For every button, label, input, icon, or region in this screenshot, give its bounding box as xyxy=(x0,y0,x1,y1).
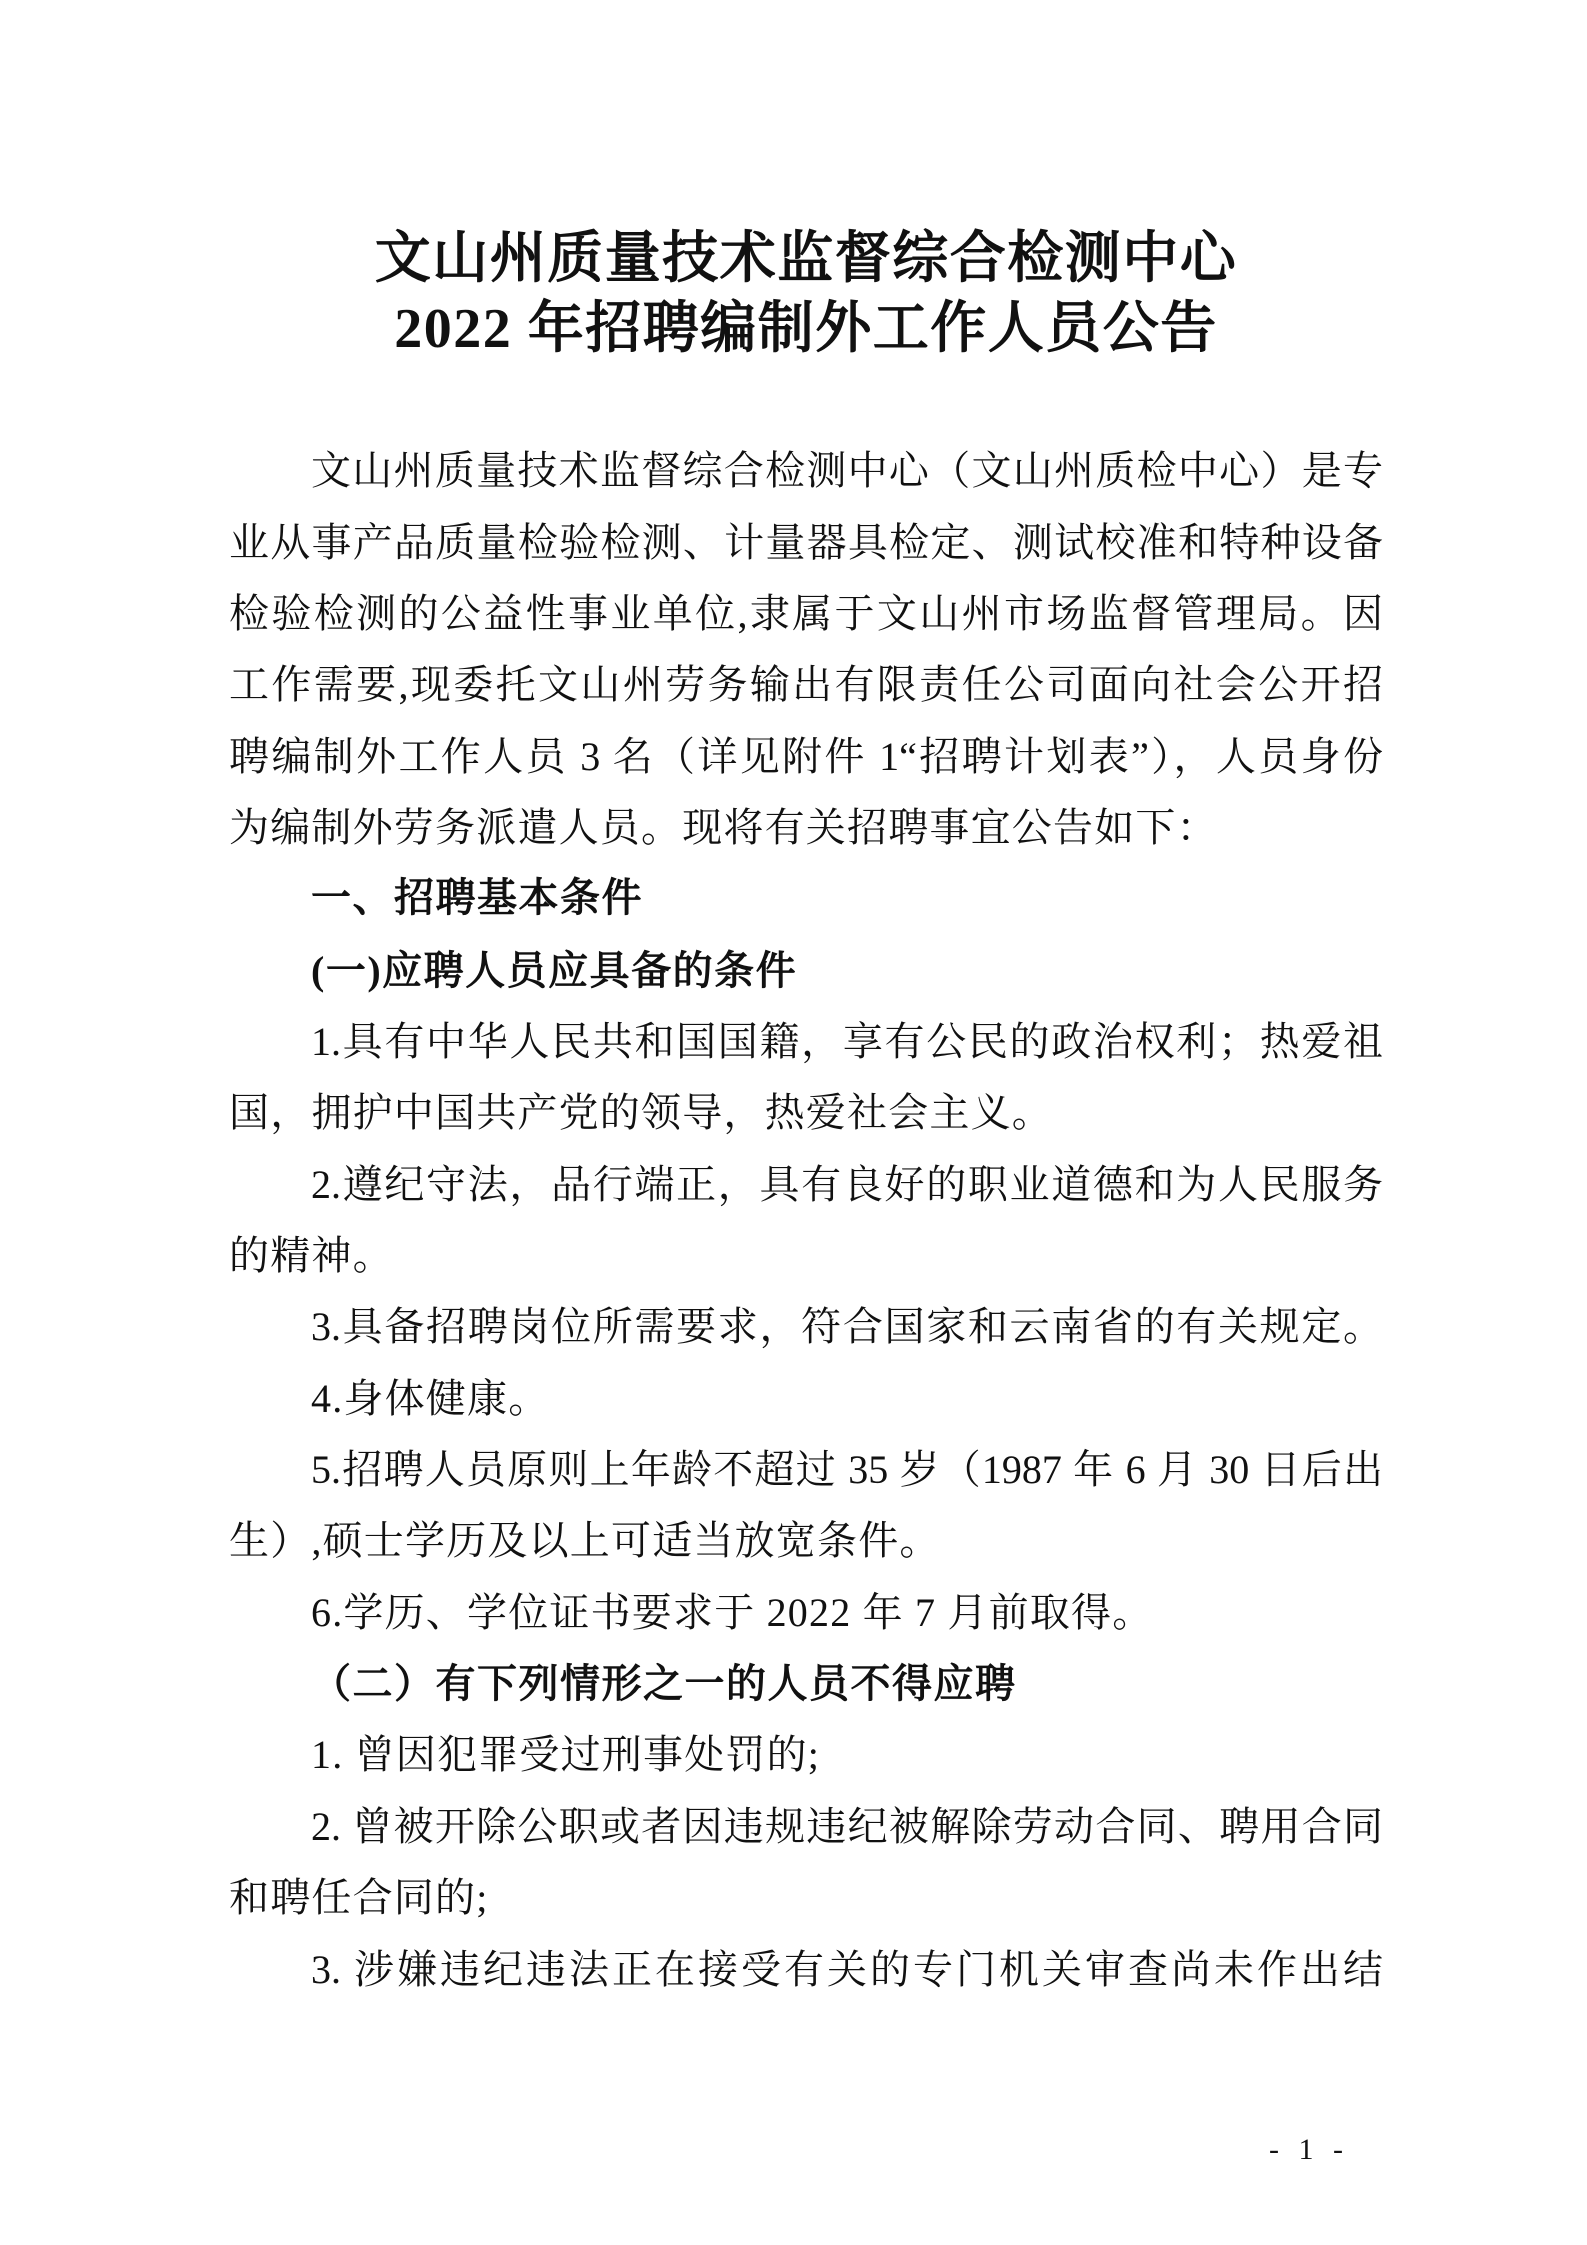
intro-line: 聘编制外工作人员 3 名（详见附件 1“招聘计划表”），人员身份 xyxy=(229,733,1383,779)
requirement-item xyxy=(229,1434,1383,1577)
item-line: 和聘任合同的; xyxy=(229,1875,489,1921)
section-heading: 一、招聘基本条件 xyxy=(311,875,643,922)
page-number: - 1 - xyxy=(1269,2133,1349,2166)
title-line-1: 文山州质量技术监督综合检测中心 xyxy=(374,228,1238,290)
intro-line: 检验检测的公益性事业单位,隶属于文山州市场监督管理局。因 xyxy=(229,590,1383,636)
item-line: 1.具有中华人民共和国国籍，享有公民的政治权利；热爱祖 xyxy=(311,1019,1383,1065)
document-title xyxy=(229,224,1383,364)
requirement-item xyxy=(229,1577,1383,1648)
title-line-2: 2022 年招聘编制外工作人员公告 xyxy=(394,298,1218,360)
intro-line: 文山州质量技术监督综合检测中心（文山州质检中心）是专 xyxy=(311,448,1383,494)
subsection-heading: （二）有下列情形之一的人员不得应聘 xyxy=(311,1661,1017,1707)
item-line: 的精神。 xyxy=(229,1233,394,1279)
item-line: 1. 曾因犯罪受过刑事处罚的; xyxy=(311,1732,821,1778)
exclusion-item xyxy=(229,1791,1383,1934)
intro-line: 为编制外劳务派遣人员。现将有关招聘事宜公告如下： xyxy=(229,805,1218,851)
exclusion-item xyxy=(229,1719,1383,1790)
exclusion-item xyxy=(229,1934,1383,2005)
requirement-item xyxy=(229,1006,1383,1149)
requirement-item xyxy=(229,1291,1383,1362)
item-line: 3.具备招聘岗位所需要求，符合国家和云南省的有关规定。 xyxy=(311,1304,1383,1350)
item-line: 2. 曾被开除公职或者因违规违纪被解除劳动合同、聘用合同 xyxy=(311,1803,1383,1849)
item-line: 5.招聘人员原则上年龄不超过 35 岁（1987 年 6 月 30 日后出 xyxy=(311,1447,1383,1493)
item-line: 国，拥护中国共产党的领导，热爱社会主义。 xyxy=(229,1090,1053,1136)
intro-paragraph xyxy=(229,435,1383,863)
item-line: 3. 涉嫌违纪违法正在接受有关的专门机关审查尚未作出结 xyxy=(311,1946,1383,1992)
item-line: 生）,硕士学历及以上可适当放宽条件。 xyxy=(229,1518,941,1564)
intro-line: 工作需要,现委托文山州劳务输出有限责任公司面向社会公开招 xyxy=(229,662,1383,708)
item-line: 2.遵纪守法，品行端正，具有良好的职业道德和为人民服务 xyxy=(311,1161,1383,1207)
requirement-item xyxy=(229,1149,1383,1292)
requirement-item xyxy=(229,1363,1383,1434)
subsection-heading: (一)应聘人员应具备的条件 xyxy=(311,947,798,993)
notice-body xyxy=(229,435,1383,2005)
item-line: 6.学历、学位证书要求于 2022 年 7 月前取得。 xyxy=(311,1589,1154,1635)
item-line: 4.身体健康。 xyxy=(311,1375,550,1421)
intro-line: 业从事产品质量检验检测、计量器具检定、测试校准和特种设备 xyxy=(229,519,1383,565)
